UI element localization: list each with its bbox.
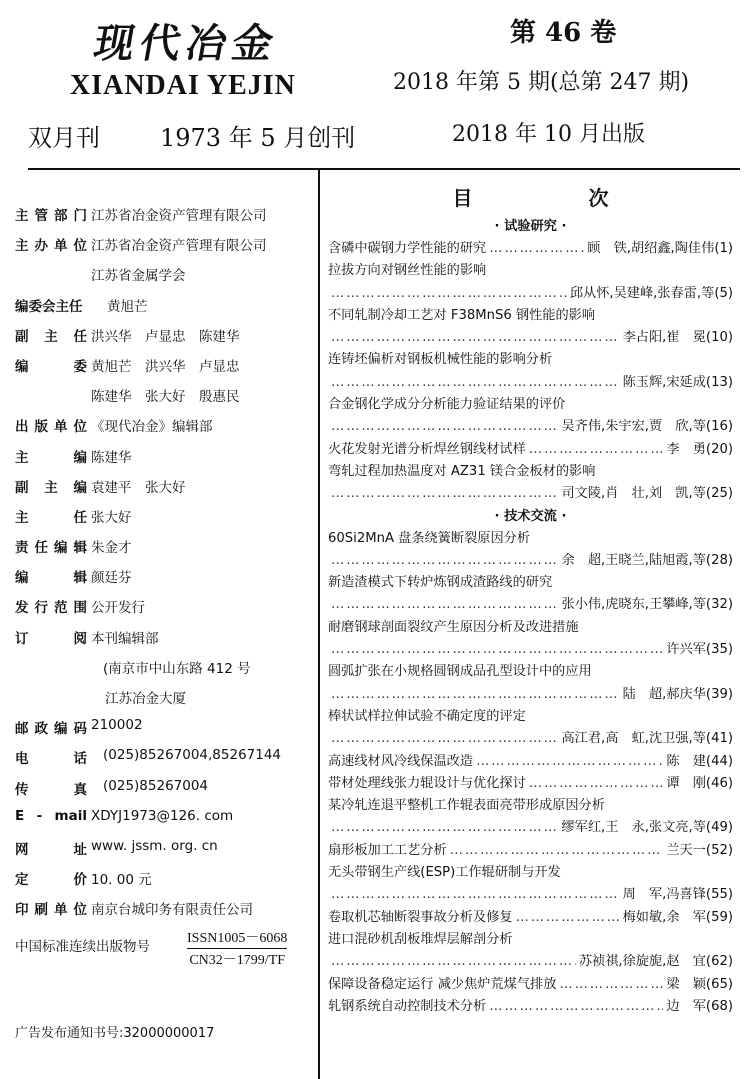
article-authors: 高江君,高 虹,沈卫强,等 xyxy=(561,731,706,747)
article-authors: 许兴军 xyxy=(666,642,706,658)
article-title: 扇形板加工工艺分析 xyxy=(328,842,447,858)
info-value: 江苏冶金大厦 xyxy=(105,691,186,707)
toc-entry xyxy=(328,996,733,1018)
article-authors: 兰天一 xyxy=(666,842,706,858)
entry-author-line xyxy=(328,594,733,616)
entry-title-line xyxy=(328,795,733,817)
article-title: 卷取机芯轴断裂事故分析及修复 xyxy=(328,909,513,925)
article-title: 合金钢化学成分分析能力验证结果的评价 xyxy=(328,397,566,413)
info-row xyxy=(15,355,315,385)
entry-author-line xyxy=(328,550,733,572)
masthead-info xyxy=(15,204,315,981)
article-authors: 李 勇 xyxy=(666,441,706,457)
info-value: 10. 00 元 xyxy=(91,872,152,889)
page-number: (1) xyxy=(714,241,733,256)
article-authors: 周 军,冯喜锋 xyxy=(622,887,706,903)
info-label: 网址 xyxy=(15,841,87,858)
toc-entry xyxy=(328,840,733,862)
article-authors: 梁 颖 xyxy=(666,976,706,992)
info-label: 定价 xyxy=(15,872,87,889)
section-heading: · 试验研究 · xyxy=(494,219,567,234)
toc-entry xyxy=(328,773,733,795)
article-authors: 顾 铁,胡绍鑫,陶佳伟 xyxy=(587,241,715,256)
entry-line xyxy=(328,439,733,461)
article-title: 60Si2MnA 盘条绕簧断裂原因分析 xyxy=(328,530,531,546)
info-row xyxy=(15,717,315,747)
info-label: 副主编 xyxy=(15,479,87,496)
leader-dots xyxy=(331,372,620,394)
entry-line xyxy=(328,996,733,1018)
info-row xyxy=(15,747,315,777)
toc-entry xyxy=(328,907,733,929)
entry-title-line xyxy=(328,661,733,683)
journal-name-pinyin: XIANDAI YEJIN xyxy=(70,70,296,101)
article-title: 火花发射光谱分析焊丝钢线材试样 xyxy=(328,441,526,457)
leader-dots xyxy=(331,283,567,305)
article-title: 某冷轧连退平整机工作辊表面亮带形成原因分析 xyxy=(328,798,605,814)
leader-dots xyxy=(331,416,558,438)
info-value: 黄旭芒 洪兴华 卢显忠 xyxy=(91,358,240,375)
page-number: (62) xyxy=(705,954,733,970)
entry-line xyxy=(328,974,733,996)
info-row xyxy=(15,657,315,687)
article-title: 带材处理线张力辊设计与优化探讨 xyxy=(328,775,526,791)
info-label: 主编 xyxy=(15,449,87,466)
article-authors: 余 超,王晓兰,陆旭霞,等 xyxy=(561,552,706,568)
info-row xyxy=(15,204,315,234)
leader-dots xyxy=(331,951,576,973)
entry-title-line xyxy=(328,394,733,416)
info-value: 洪兴华 卢显忠 陈建华 xyxy=(91,328,240,345)
article-title: 含磷中碳钢力学性能的研究 xyxy=(328,241,487,256)
toc-entry xyxy=(328,260,733,305)
article-authors: 谭 刚 xyxy=(666,775,706,791)
article-title: 保障设备稳定运行 减少焦炉荒煤气排放 xyxy=(328,976,557,992)
publication-date: 2018 年 10 月出版 xyxy=(452,122,645,147)
info-row xyxy=(15,596,315,626)
entry-title-line xyxy=(328,528,733,550)
cn-number: CN32－1799/TF xyxy=(189,952,286,968)
page-number: (59) xyxy=(705,909,733,925)
ad-notice: 广告发布通知书号:32000000017 xyxy=(15,1026,215,1041)
page-number: (39) xyxy=(705,686,733,702)
article-authors: 司文陵,肖 壮,刘 凯,等 xyxy=(561,486,706,502)
info-value: 江苏省金属学会 xyxy=(91,268,186,285)
info-row xyxy=(15,295,315,325)
issn-number: ISSN1005－6068 xyxy=(187,927,287,949)
info-label: 编辑 xyxy=(15,570,87,587)
page-number: (41) xyxy=(705,731,733,747)
entry-line xyxy=(328,751,733,773)
toc-entry xyxy=(328,238,733,260)
article-title: 无头带钢生产线(ESP)工作辊研制与开发 xyxy=(328,865,561,881)
leader-dots xyxy=(331,684,620,706)
entry-author-line xyxy=(328,951,733,973)
entry-title-line xyxy=(328,260,733,282)
leader-dots xyxy=(331,817,558,839)
issn-cn-block xyxy=(187,927,287,969)
volume-number: 第 46 卷 xyxy=(510,18,617,48)
page-number: (28) xyxy=(705,552,733,568)
info-value: 江苏省冶金资产管理有限公司 xyxy=(91,238,267,255)
leader-dots xyxy=(489,996,663,1018)
toc-entry xyxy=(328,394,733,439)
article-authors: 张小伟,虎晓东,王攀峰,等 xyxy=(561,597,706,613)
info-row xyxy=(15,898,315,928)
entry-title-line xyxy=(328,305,733,327)
info-value: 黄旭芒 xyxy=(107,298,148,315)
info-value: 210002 xyxy=(91,717,143,734)
info-value: 陈建华 xyxy=(91,449,132,466)
info-label: 邮政编码 xyxy=(15,721,87,738)
leader-dots xyxy=(489,238,584,260)
serial-label: 中国标准连续出版物号 xyxy=(15,938,150,955)
info-row xyxy=(15,264,315,294)
frequency: 双月刊 xyxy=(28,124,100,152)
page-number: (55) xyxy=(705,887,733,903)
page-number: (20) xyxy=(705,441,733,457)
entry-author-line xyxy=(328,372,733,394)
info-label: 传真 xyxy=(15,781,87,798)
info-row xyxy=(15,385,315,415)
toc-entry xyxy=(328,862,733,907)
entry-author-line xyxy=(328,483,733,505)
toc-entry xyxy=(328,706,733,751)
page-number: (25) xyxy=(705,486,733,502)
leader-dots xyxy=(331,884,620,906)
info-label: 主办单位 xyxy=(15,238,87,255)
issue-number: 2018 年第 5 期(总第 247 期) xyxy=(393,70,690,95)
info-row xyxy=(15,687,315,717)
article-authors: 邱从怀,吴建峰,张春雷,等 xyxy=(569,285,715,301)
toc-entry xyxy=(328,572,733,617)
entry-author-line xyxy=(328,639,733,661)
toc-entry xyxy=(328,305,733,350)
page-number: (35) xyxy=(705,642,733,658)
info-row xyxy=(15,476,315,506)
leader-dots xyxy=(331,594,558,616)
toc-entry xyxy=(328,661,733,706)
info-row xyxy=(15,446,315,476)
leader-dots xyxy=(331,728,558,750)
masthead xyxy=(0,0,750,170)
info-row xyxy=(15,808,315,838)
column-divider xyxy=(318,169,320,1079)
article-title: 轧钢系统自动控制技术分析 xyxy=(328,998,487,1014)
article-authors: 苏祯祺,徐旋旎,赵 宜 xyxy=(578,954,706,970)
info-value: 公开发行 xyxy=(91,600,145,617)
info-label: 印刷单位 xyxy=(15,902,87,919)
page-number: (46) xyxy=(705,775,733,791)
info-value: 江苏省冶金资产管理有限公司 xyxy=(91,208,267,224)
info-row xyxy=(15,627,315,657)
info-row xyxy=(15,838,315,868)
leader-dots xyxy=(331,639,663,661)
toc-entry xyxy=(328,439,733,461)
info-label: 主管部门 xyxy=(15,208,87,224)
info-value: (南京市中山东路 412 号 xyxy=(103,660,251,677)
entry-line xyxy=(328,238,733,260)
article-authors: 梅如敏,余 军 xyxy=(622,909,706,925)
info-value: (025)85267004 xyxy=(103,777,209,794)
leader-dots xyxy=(331,550,558,572)
entry-title-line xyxy=(328,706,733,728)
toc-entry xyxy=(328,795,733,840)
article-title: 棒状试样拉伸试验不确定度的评定 xyxy=(328,708,526,724)
article-authors: 陈玉辉,宋延成 xyxy=(622,374,706,390)
entry-title-line xyxy=(328,862,733,884)
entry-author-line xyxy=(328,327,733,349)
entry-line xyxy=(328,773,733,795)
leader-dots xyxy=(476,751,663,773)
info-value: 本刊编辑部 xyxy=(91,630,159,647)
info-label: 编委 xyxy=(15,358,87,375)
info-row xyxy=(15,868,315,898)
info-row xyxy=(15,778,315,808)
article-authors: 吴齐伟,朱宇宏,贾 欣,等 xyxy=(561,419,706,435)
page-number: (68) xyxy=(705,998,733,1014)
info-value: 朱金才 xyxy=(91,540,132,557)
toc-entry xyxy=(328,974,733,996)
founded-date: 1973 年 5 月创刊 xyxy=(160,124,356,152)
page-number: (32) xyxy=(705,597,733,613)
entry-title-line xyxy=(328,349,733,371)
entry-title-line xyxy=(328,461,733,483)
page-number: (10) xyxy=(705,330,733,346)
journal-logo: 现代冶金 xyxy=(90,20,283,67)
entry-line xyxy=(328,840,733,862)
leader-dots xyxy=(331,483,558,505)
page-number: (5) xyxy=(714,285,733,301)
leader-dots xyxy=(529,439,664,461)
toc-entry xyxy=(328,528,733,573)
leader-dots xyxy=(559,974,663,996)
info-row xyxy=(15,234,315,264)
page-number: (13) xyxy=(705,374,733,390)
article-authors: 边 军 xyxy=(666,998,706,1014)
page-number: (16) xyxy=(705,419,733,435)
leader-dots xyxy=(331,327,620,349)
entry-title-line xyxy=(328,617,733,639)
info-value: (025)85267004,85267144 xyxy=(103,747,282,764)
article-title: 连铸坯偏析对钢板机械性能的影响分析 xyxy=(328,352,553,368)
article-title: 高速线材风冷线保温改造 xyxy=(328,753,474,769)
leader-dots xyxy=(450,840,664,862)
info-label: 订阅 xyxy=(15,630,87,647)
info-row xyxy=(15,325,315,355)
section-heading: · 技术交流 · xyxy=(494,508,567,524)
article-title: 进口混砂机刮板堆焊层解剖分析 xyxy=(328,931,513,947)
info-value: www. jssm. org. cn xyxy=(91,837,218,854)
info-value: 陈建华 张大好 殷惠民 xyxy=(91,389,240,406)
info-row xyxy=(15,506,315,536)
page-number: (44) xyxy=(705,753,733,769)
table-of-contents xyxy=(328,180,733,1018)
page-number: (52) xyxy=(705,842,733,858)
page-number: (49) xyxy=(705,820,733,836)
info-label: 电话 xyxy=(15,751,87,768)
article-authors: 缪军红,王 永,张文亮,等 xyxy=(561,820,706,836)
toc-entry xyxy=(328,617,733,662)
info-row xyxy=(15,566,315,596)
info-value: 南京台城印务有限责任公司 xyxy=(91,902,253,919)
entry-author-line xyxy=(328,884,733,906)
article-authors: 陆 超,郝庆华 xyxy=(622,686,706,702)
info-value: 颜廷芬 xyxy=(91,570,132,587)
toc-entry xyxy=(328,349,733,394)
info-label: 副主任 xyxy=(15,328,87,345)
entry-author-line xyxy=(328,684,733,706)
header-divider xyxy=(28,168,740,170)
info-label: 出版单位 xyxy=(15,419,87,436)
info-label: 发行范围 xyxy=(15,600,87,617)
info-row xyxy=(15,415,315,445)
info-value: 张大好 xyxy=(91,509,132,526)
entry-author-line xyxy=(328,283,733,305)
info-label: 责任编辑 xyxy=(15,540,87,557)
info-value: 袁建平 张大好 xyxy=(91,479,186,496)
article-title: 耐磨钢球剖面裂纹产生原因分析及改进措施 xyxy=(328,619,579,635)
article-authors: 李占阳,崔 冕 xyxy=(622,330,706,346)
entry-author-line xyxy=(328,728,733,750)
toc-entry xyxy=(328,929,733,974)
toc-entry xyxy=(328,751,733,773)
info-label: E - mail xyxy=(15,807,87,824)
article-title: 圆弧扩张在小规格圆钢成品孔型设计中的应用 xyxy=(328,664,592,680)
article-title: 不同轧制冷却工艺对 F38MnS6 钢性能的影响 xyxy=(328,307,596,323)
leader-dots xyxy=(516,907,620,929)
page-number: (65) xyxy=(705,976,733,992)
toc-title: 目 次 xyxy=(452,186,657,210)
info-row xyxy=(15,536,315,566)
entry-author-line xyxy=(328,817,733,839)
article-title: 新造渣模式下转炉炼钢成渣路线的研究 xyxy=(328,575,553,591)
entry-line xyxy=(328,907,733,929)
entry-title-line xyxy=(328,929,733,951)
article-authors: 陈 建 xyxy=(666,753,706,769)
info-value: XDYJ1973@126. com xyxy=(91,807,234,824)
toc-entry xyxy=(328,461,733,506)
entry-author-line xyxy=(328,416,733,438)
article-title: 弯轧过程加热温度对 AZ31 镁合金板材的影响 xyxy=(328,463,596,479)
info-value: 《现代冶金》编辑部 xyxy=(91,419,213,436)
serial-number-row xyxy=(15,930,315,981)
article-title: 拉拔方向对钢丝性能的影响 xyxy=(328,263,487,279)
leader-dots xyxy=(529,773,664,795)
entry-title-line xyxy=(328,572,733,594)
info-label: 编委会主任 xyxy=(15,298,83,315)
info-label: 主任 xyxy=(15,509,87,526)
